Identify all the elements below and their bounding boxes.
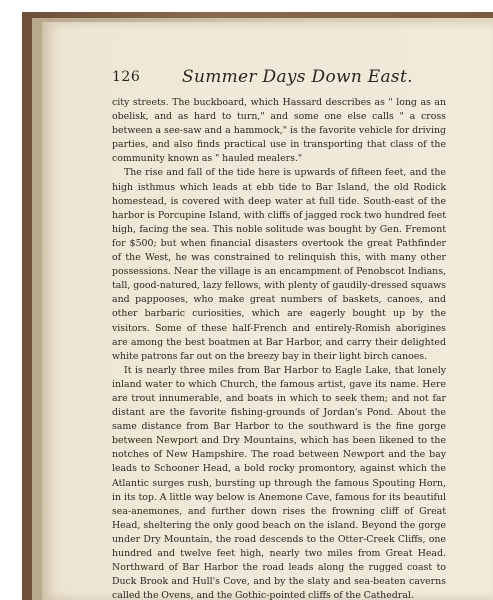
page-header <box>112 69 452 91</box>
page-number: 126 <box>112 69 141 85</box>
paragraph-2: The rise and fall of the tide here is upwards of fifteen feet, and the high isthmus which leads at ebb tide to Bar Island, the old Rodick homestead, is covered with deep water at full tide. South-east of the harbor is Porcupine Island, with cliffs of jagged rock two hundred feet high, facing the sea. This noble solitude was bought by Gen. Fremont for $500; but when financial disasters overtook the great Pathfinder of the West, he was constrained to relinquish this, with many other possessions. Near the village is an encampment of Penobscot Indians, tall, good-natured, lazy fellows, with plenty of gaudily-dressed squaws and pappooses, who make great numbers of baskets, canoes, and other barbaric curiosities, which are eagerly bought up by the visitors. Some of these half-French and entirely-Romish aborigines are among the best boatmen at Bar Harbor, and carry their delighted white patrons far out on the breezy bay in their light birch canoes. <box>112 167 446 362</box>
running-title: Summer Days Down East. <box>182 67 413 87</box>
body-text <box>112 96 446 600</box>
paragraph-1: city streets. The buckboard, which Hassard describes as " long as an obelisk, and as hard to turn," and some one else calls " a cross between a see-saw and a hammock," is the favorite vehicle for driving parties, and also finds practical use in transporting that class of the community known as " hauled mealers." <box>112 97 446 165</box>
paragraph-3: It is nearly three miles from Bar Harbor to Eagle Lake, that lonely inland water to which Church, the famous artist, gave its name. Here are trout innumerable, and boats in which to seek them; and not far distant are the favorite fishing-grounds of Jordan's Pond. About the same distance from Bar Harbor to the southward is the fine gorge between Newport and Dry Mountains, which has been likened to the notches of New Hampshire. The road between Newport and the bay leads to Schooner Head, a bold rocky promontory, against which the Atlantic surges rush, bursting up through the famous Spouting Horn, in its top. A little way below is Anemone Cave, famous for its beautiful sea-anemones, and further down rises the frowning cliff of Great Head, sheltering the only good beach on the island. Beyond the gorge under Dry Mountain, the road descends to the Otter-Creek Cliffs, one hundred and twelve feet high, nearly two miles from Great Head. Northward of Bar Harbor the road leads along the rugged coast to Duck Brook and Hull's Cove, and by the slaty and sea-beaten caverns called the Ovens, and the Gothic-pointed cliffs of the Cathedral. <box>112 364 446 600</box>
